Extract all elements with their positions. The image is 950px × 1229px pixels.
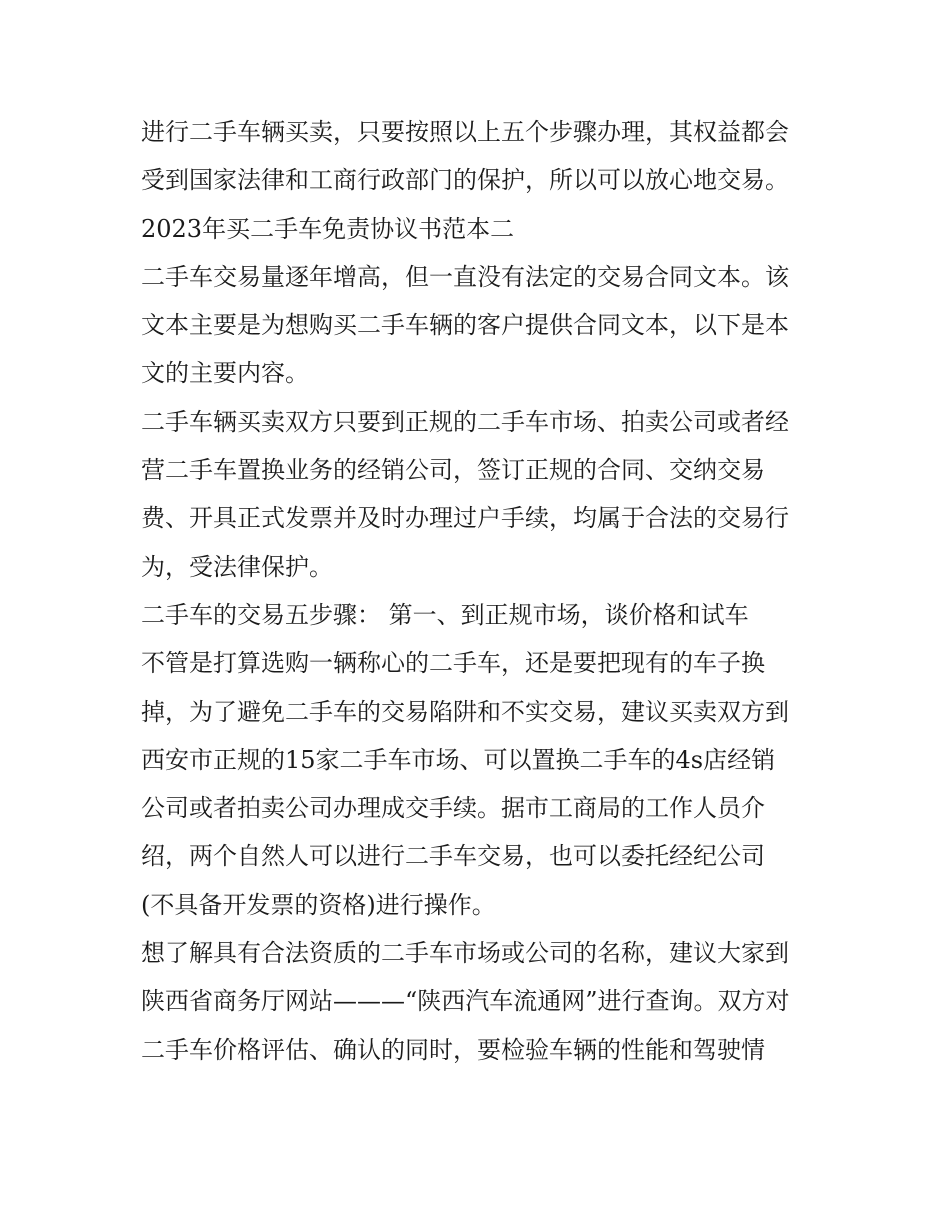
- text-line: 文的主要内容。: [141, 359, 309, 388]
- text-line: 二手车辆买卖双方只要到正规的二手车市场、拍卖公司或者经: [141, 407, 789, 436]
- text-line: 受到国家法律和工商行政部门的保护，所以可以放心地交易。: [141, 166, 789, 195]
- text-line: 进行二手车辆买卖，只要按照以上五个步骤办理，其权益都会: [141, 118, 789, 146]
- text-line: 想了解具有合法资质的二手车市场或公司的名称，建议大家到: [141, 939, 789, 968]
- text-line: 掉，为了避免二手车的交易陷阱和不实交易，建议买卖双方到: [141, 697, 789, 726]
- text-line: 不管是打算选购一辆称心的二手车，还是要把现有的车子换: [141, 649, 765, 678]
- text-line: 文本主要是为想购买二手车辆的客户提供合同文本，以下是本: [141, 311, 789, 340]
- text-line: 费、开具正式发票并及时办理过户手续，均属于合法的交易行: [141, 504, 789, 533]
- text-line: 二手车的交易五步骤： 第一、到正规市场，谈价格和试车: [141, 600, 749, 629]
- text-line: 为，受法律保护。: [141, 552, 333, 581]
- section-heading: 2023年买二手车免责协议书范本二: [141, 214, 515, 243]
- text-line: 绍，两个自然人可以进行二手车交易，也可以委托经纪公司: [141, 842, 765, 871]
- text-line: 陕西省商务厅网站———“陕西汽车流通网”进行查询。双方对: [141, 987, 790, 1016]
- text-line: (不具备开发票的资格)进行操作。: [141, 890, 496, 919]
- text-line: 二手车价格评估、确认的同时，要检验车辆的性能和驾驶情: [141, 1035, 765, 1064]
- text-line: 西安市正规的15家二手车市场、可以置换二手车的4s店经销: [141, 745, 776, 774]
- text-line: 二手车交易量逐年增高，但一直没有法定的交易合同文本。该: [141, 262, 789, 291]
- text-line: 公司或者拍卖公司办理成交手续。据市工商局的工作人员介: [141, 794, 765, 823]
- document-body: [141, 108, 821, 1074]
- text-line: 营二手车置换业务的经销公司，签订正规的合同、交纳交易: [141, 456, 765, 485]
